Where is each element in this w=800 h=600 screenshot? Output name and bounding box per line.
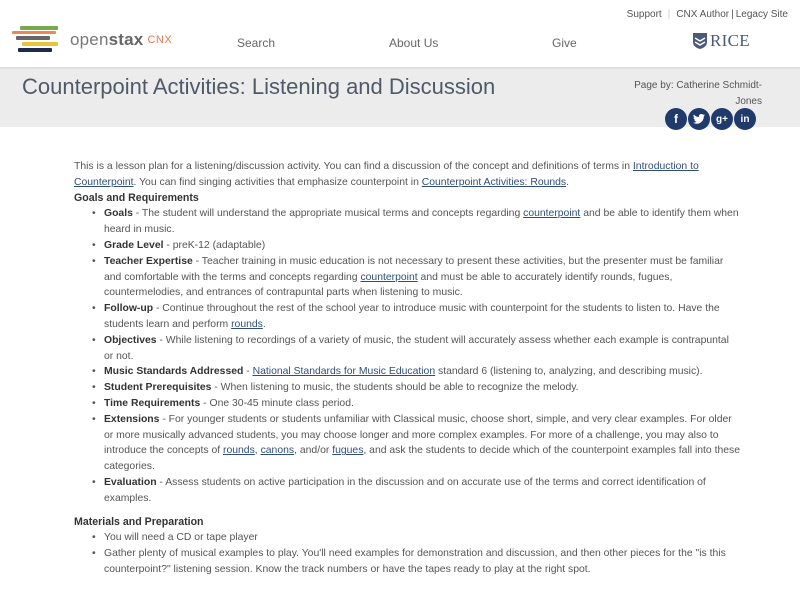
- social-share: [665, 108, 756, 130]
- author-name: Catherine Schmidt-Jones: [676, 80, 762, 107]
- rice-shield-icon: [692, 32, 708, 50]
- canons-link[interactable]: canons: [260, 445, 295, 457]
- counterpoint-link[interactable]: counterpoint: [523, 208, 581, 220]
- fugues-link[interactable]: fugues: [332, 445, 364, 457]
- section-heading-goals: Goals and Requirements: [74, 191, 199, 204]
- list-item-evaluation: • Evaluation - Assess students on active participation in the discussion and on accurate use of the terms and correct identification of examples.: [90, 475, 740, 507]
- site-header: [0, 0, 800, 67]
- section-heading-materials: Materials and Preparation: [74, 515, 204, 528]
- logo-cnx: CNX: [147, 34, 173, 46]
- page-title: Counterpoint Activities: Listening and Discussion: [22, 74, 496, 99]
- nav-give[interactable]: Give: [552, 36, 577, 50]
- rounds-link[interactable]: rounds: [223, 445, 255, 457]
- spacer: [74, 507, 740, 515]
- twitter-icon[interactable]: [688, 108, 710, 130]
- list-item-grade-level: • Grade Level - preK-12 (adaptable): [90, 238, 740, 254]
- lesson-content: [74, 159, 740, 578]
- support-link[interactable]: Support: [626, 9, 662, 20]
- list-item-extensions: • Extensions - For younger students or students unfamiliar with Classical music, choose short, simple, and very clear examples. For older or more musically advanced students, you may choose longer and more complex examples. For more of a challenge, you may also to introduce the concepts of rounds, canons, and/or fugues, and ask the students to decide which of the counterpoint examples fall into these categories.: [90, 412, 740, 475]
- list-item-goals: • Goals - The student will understand the appropriate musical terms and concepts regarding counterpoint and be able to identify them when heard in music.: [90, 206, 740, 238]
- list-item-objectives: • Objectives - While listening to recordings of a variety of music, the student will accurately assess whether each example is contrapuntal or not.: [90, 333, 740, 365]
- byline-prefix: Page by:: [634, 80, 674, 91]
- list-item: • Gather plenty of musical examples to play. You'll need examples for demonstration and discussion, and then other pieces for the "is this counterpoint?" listening session. Know the track numbers or have the tapes ready to play at the right spot.: [90, 546, 740, 578]
- materials-list: [90, 530, 740, 577]
- counterpoint-rounds-link[interactable]: Counterpoint Activities: Rounds: [421, 176, 567, 188]
- nav-search[interactable]: Search: [237, 36, 276, 50]
- rice-logo[interactable]: [692, 31, 750, 51]
- counterpoint-link[interactable]: counterpoint: [360, 271, 418, 283]
- legacy-site-link[interactable]: Legacy Site: [735, 9, 788, 20]
- google-plus-icon[interactable]: g+: [711, 108, 733, 130]
- list-item-time-requirements: • Time Requirements - One 30-45 minute class period.: [90, 396, 740, 412]
- title-bar: [0, 67, 800, 127]
- list-item-student-prerequisites: • Student Prerequisites - When listening to music, the students should be able to recognize the melody.: [90, 380, 740, 396]
- intro-paragraph: This is a lesson plan for a listening/discussion activity. You can find a discussion of the concept and definitions of terms in Introduction to Counterpoint. You can find singing activities that emphasize counterpoint in Counterpoint Activities: Rounds.: [74, 161, 699, 188]
- list-item-teacher-expertise: • Teacher Expertise - Teacher training in music education is not necessary to present these activities, but the presenter must be familiar and comfortable with the terms and concepts regarding counterpoint and must be able to accurately identify rounds, fugues, countermelodies, and entrances of contrapuntal parts when listening to music.: [90, 254, 740, 301]
- rice-wordmark: RICE: [710, 31, 750, 50]
- list-item-follow-up: • Follow-up - Continue throughout the rest of the school year to introduce music with counterpoint for the students to listen to. Have the students learn and perform rounds.: [90, 301, 740, 333]
- intro-to-counterpoint-link[interactable]: Introduction to Counterpoint: [74, 161, 699, 188]
- list-item-music-standards: • Music Standards Addressed - National Standards for Music Education standard 6 (listening to, analyzing, and describing music).: [90, 364, 740, 380]
- utility-links: [627, 9, 788, 20]
- facebook-icon[interactable]: f: [665, 108, 687, 130]
- divider: |: [667, 9, 671, 20]
- logo-wordmark: openstax: [70, 30, 144, 49]
- divider: |: [731, 9, 734, 20]
- cnx-author-link[interactable]: CNX Author: [676, 9, 730, 20]
- rounds-link[interactable]: rounds: [231, 318, 263, 330]
- openstax-cnx-logo[interactable]: [12, 26, 172, 54]
- national-standards-link[interactable]: National Standards for Music Education: [252, 366, 436, 378]
- list-item: • You will need a CD or tape player: [90, 530, 740, 546]
- linkedin-icon[interactable]: in: [734, 108, 756, 130]
- byline: [612, 78, 762, 110]
- goals-list: [90, 206, 740, 506]
- nav-about-us[interactable]: About Us: [389, 36, 439, 50]
- book-stack-icon: [12, 26, 62, 54]
